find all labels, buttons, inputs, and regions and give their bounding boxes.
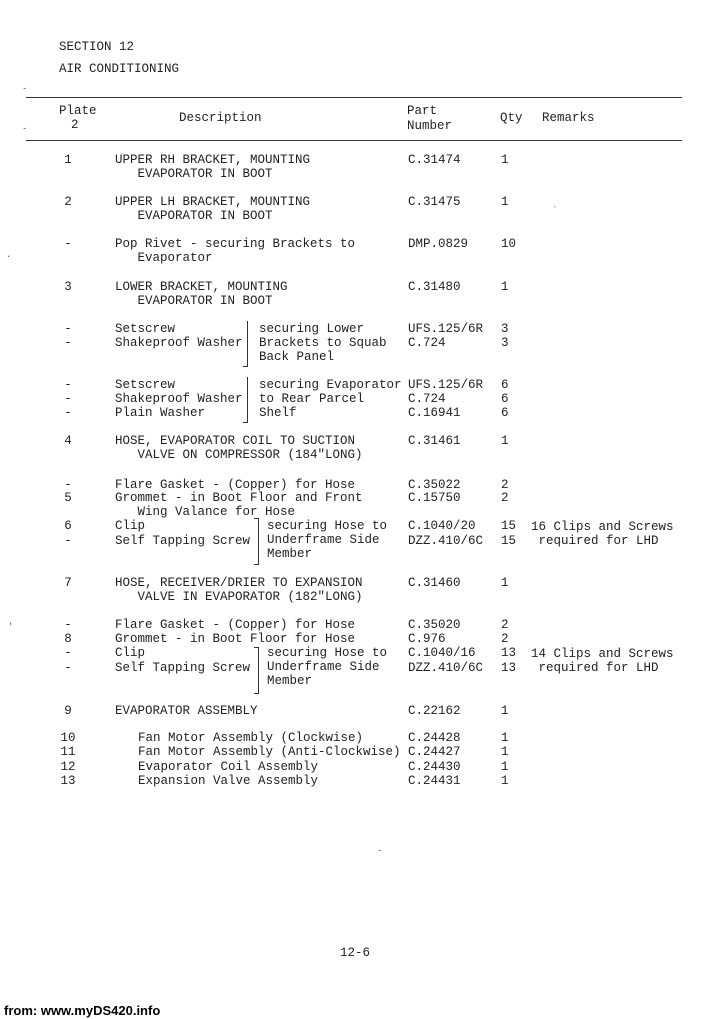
part-number: C.976: [408, 632, 446, 646]
description: VALVE ON COMPRESSOR (184"LONG): [115, 448, 363, 462]
plate-number: 4: [64, 434, 72, 448]
description: Shakeproof Washer: [115, 336, 243, 350]
plate-number: -: [64, 392, 72, 406]
description: HOSE, EVAPORATOR COIL TO SUCTION: [115, 434, 356, 448]
part-number: C.24428: [408, 731, 461, 745]
description: EVAPORATOR IN BOOT: [115, 209, 273, 223]
remark: required for LHD: [531, 661, 659, 675]
part-number: DMP.0829: [408, 237, 469, 251]
header-description: Description: [179, 111, 262, 125]
group-note: securing Evaporator: [259, 378, 402, 392]
remark: 16 Clips and Screws: [531, 520, 674, 534]
table-top-rule: [26, 97, 682, 98]
part-number: C.15750: [408, 491, 461, 505]
description: UPPER RH BRACKET, MOUNTING: [115, 153, 311, 167]
quantity: 2: [501, 478, 509, 492]
quantity: 1: [501, 195, 509, 209]
part-number: C.35022: [408, 478, 461, 492]
grouping-bracket: [254, 518, 259, 565]
plate-number: -: [64, 534, 72, 548]
quantity: 1: [501, 576, 509, 590]
part-number: C.31480: [408, 280, 461, 294]
group-note: Member: [267, 674, 313, 688]
part-number: C.24427: [408, 745, 461, 759]
group-note: securing Hose to: [267, 646, 388, 660]
quantity: 1: [501, 745, 509, 759]
part-number: C.31461: [408, 434, 461, 448]
plate-number: -: [64, 478, 72, 492]
plate-number: 6: [64, 519, 72, 533]
grouping-bracket: [243, 377, 248, 423]
description: Clip: [115, 519, 146, 533]
description: Evaporator Coil Assembly: [138, 760, 319, 774]
quantity: 6: [501, 406, 509, 420]
description: Fan Motor Assembly (Anti-Clockwise): [138, 745, 401, 759]
description: Flare Gasket - (Copper) for Hose: [115, 618, 356, 632]
description: LOWER BRACKET, MOUNTING: [115, 280, 288, 294]
quantity: 1: [501, 731, 509, 745]
scan-mark: -: [22, 124, 28, 134]
description: EVAPORATOR IN BOOT: [115, 294, 273, 308]
quantity: 1: [501, 153, 509, 167]
plate-number: 2: [64, 195, 72, 209]
plate-number: -: [64, 661, 72, 675]
part-number: C.16941: [408, 406, 461, 420]
plate-number: 1: [64, 153, 72, 167]
description: Grommet - in Boot Floor for Hose: [115, 632, 356, 646]
quantity: 2: [501, 618, 509, 632]
description: VALVE IN EVAPORATOR (182"LONG): [115, 590, 363, 604]
plate-number: -: [64, 322, 72, 336]
description: Expansion Valve Assembly: [138, 774, 319, 788]
grouping-bracket: [254, 647, 259, 694]
scan-mark: -: [377, 846, 383, 856]
quantity: 2: [501, 632, 509, 646]
description: Self Tapping Screw: [115, 661, 251, 675]
quantity: 1: [501, 280, 509, 294]
header-part-number: Number: [407, 119, 453, 133]
part-number: C.724: [408, 336, 446, 350]
part-number: UFS.125/6R: [408, 322, 484, 336]
quantity: 1: [501, 704, 509, 718]
header-bottom-rule: [26, 140, 682, 141]
quantity: 1: [501, 434, 509, 448]
plate-number: -: [64, 406, 72, 420]
group-note: Member: [267, 547, 313, 561]
quantity: 1: [501, 774, 509, 788]
group-note: securing Hose to: [267, 519, 388, 533]
part-number: C.35020: [408, 618, 461, 632]
part-number: DZZ.410/6C: [408, 661, 484, 675]
quantity: 15: [501, 519, 517, 533]
description: Wing Valance for Hose: [115, 505, 296, 519]
header-plate: Plate: [59, 104, 97, 118]
group-note: Underframe Side: [267, 660, 380, 674]
header-part: Part: [407, 104, 438, 118]
description: HOSE, RECEIVER/DRIER TO EXPANSION: [115, 576, 363, 590]
part-number: C.31474: [408, 153, 461, 167]
plate-number: 11: [60, 745, 76, 759]
quantity: 13: [501, 661, 517, 675]
description: Grommet - in Boot Floor and Front: [115, 491, 363, 505]
grouping-bracket: [243, 321, 248, 367]
quantity: 3: [501, 336, 509, 350]
description: Setscrew: [115, 378, 176, 392]
group-note: to Rear Parcel: [259, 392, 365, 406]
plate-number: 13: [60, 774, 76, 788]
section-heading: SECTION 12: [59, 40, 135, 54]
page-title: AIR CONDITIONING: [59, 62, 180, 76]
description: Clip: [115, 646, 146, 660]
group-note: Underframe Side: [267, 533, 380, 547]
part-number: C.1040/16: [408, 646, 476, 660]
part-number: UFS.125/6R: [408, 378, 484, 392]
quantity: 2: [501, 491, 509, 505]
description: EVAPORATOR ASSEMBLY: [115, 704, 258, 718]
description: EVAPORATOR IN BOOT: [115, 167, 273, 181]
quantity: 6: [501, 392, 509, 406]
header-remarks: Remarks: [542, 111, 595, 125]
plate-number: 7: [64, 576, 72, 590]
part-number: C.22162: [408, 704, 461, 718]
description: Pop Rivet - securing Brackets to: [115, 237, 356, 251]
part-number: C.31475: [408, 195, 461, 209]
scan-mark: .: [6, 250, 12, 260]
header-qty: Qty: [500, 111, 523, 125]
remark: required for LHD: [531, 534, 659, 548]
quantity: 6: [501, 378, 509, 392]
group-note: Shelf: [259, 406, 297, 420]
part-number: C.24430: [408, 760, 461, 774]
group-note: securing Lower: [259, 322, 365, 336]
page-number: 12-6: [340, 946, 371, 960]
group-note: Back Panel: [259, 350, 335, 364]
quantity: 3: [501, 322, 509, 336]
plate-number: 9: [64, 704, 72, 718]
description: Fan Motor Assembly (Clockwise): [138, 731, 364, 745]
plate-number: 8: [64, 632, 72, 646]
description: Self Tapping Screw: [115, 534, 251, 548]
description: Shakeproof Washer: [115, 392, 243, 406]
plate-number: 12: [60, 760, 76, 774]
plate-number: 5: [64, 491, 72, 505]
part-number: C.31460: [408, 576, 461, 590]
plate-number: -: [64, 618, 72, 632]
plate-number: -: [64, 378, 72, 392]
plate-number: -: [64, 237, 72, 251]
description: Evaporator: [115, 251, 213, 265]
part-number: C.1040/20: [408, 519, 476, 533]
remark: 14 Clips and Screws: [531, 647, 674, 661]
quantity: 13: [501, 646, 517, 660]
part-number: C.724: [408, 392, 446, 406]
plate-number: 10: [60, 731, 76, 745]
scan-mark: ': [8, 622, 14, 632]
plate-number: 3: [64, 280, 72, 294]
description: Plain Washer: [115, 406, 206, 420]
scan-mark: `: [552, 206, 558, 216]
header-plate-number: 2: [71, 118, 79, 132]
plate-number: -: [64, 336, 72, 350]
description: UPPER LH BRACKET, MOUNTING: [115, 195, 311, 209]
description: Flare Gasket - (Copper) for Hose: [115, 478, 356, 492]
part-number: DZZ.410/6C: [408, 534, 484, 548]
plate-number: -: [64, 646, 72, 660]
scan-mark: -: [22, 84, 28, 94]
quantity: 1: [501, 760, 509, 774]
footer-source: from: www.myDS420.info: [4, 1003, 161, 1018]
description: Setscrew: [115, 322, 176, 336]
group-note: Brackets to Squab: [259, 336, 387, 350]
part-number: C.24431: [408, 774, 461, 788]
quantity: 15: [501, 534, 517, 548]
quantity: 10: [501, 237, 517, 251]
